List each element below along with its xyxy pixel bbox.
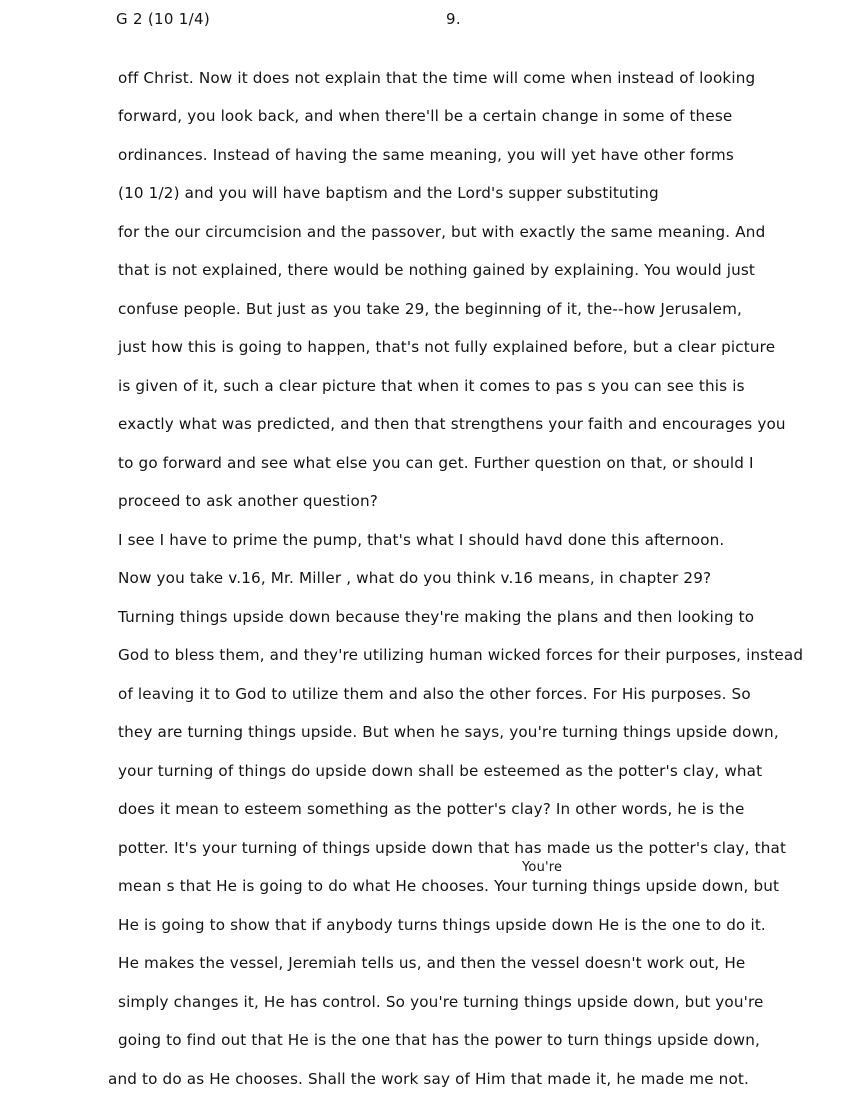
text-line-16: God to bless them, and they're utilizing human wicked forces for their purposes, instead: [118, 646, 804, 664]
text-line-2: forward, you look back, and when there'll be a certain change in some of these: [118, 107, 733, 125]
text-line-24: He makes the vessel, Jeremiah tells us, and then the vessel doesn't work out, He: [118, 954, 746, 972]
text-line-7: confuse people. But just as you take 29, the beginning of it, the--how Jerusalem,: [118, 300, 743, 318]
text-line-17: of leaving it to God to utilize them and also the other forces. For His purposes. So: [118, 685, 751, 703]
page-header: [116, 10, 849, 34]
text-line-4: (10 1/2) and you will have baptism and the Lord's supper substituting: [118, 184, 659, 202]
text-line-11: to go forward and see what else you can get. Further question on that, or should I: [118, 454, 754, 472]
text-line-8: just how this is going to happen, that's not fully explained before, but a clear picture: [118, 338, 776, 356]
text-line-23: He is going to show that if anybody turns things upside down He is the one to do it.: [118, 916, 766, 934]
text-line-15: Turning things upside down because they're making the plans and then looking to: [118, 608, 755, 626]
text-line-13: I see I have to prime the pump, that's what I should havd done this afternoon.: [118, 531, 725, 549]
page-number: 9.: [446, 10, 461, 28]
text-line-18: they are turning things upside. But when he says, you're turning things upside down,: [118, 723, 779, 741]
text-line-22: mean s that He is going to do what He chooses. Your turning things upside down, but: [118, 877, 780, 895]
text-line-9: is given of it, such a clear picture that when it comes to pas s you can see this is: [118, 377, 745, 395]
handwritten-insertion: You're: [522, 860, 563, 875]
document-code: G 2 (10 1/4): [116, 10, 211, 28]
text-line-1: off Christ. Now it does not explain that the time will come when instead of looking: [118, 69, 756, 87]
text-line-26: going to find out that He is the one that has the power to turn things upside down,: [118, 1031, 760, 1049]
text-line-14: Now you take v.16, Mr. Miller , what do you think v.16 means, in chapter 29?: [118, 569, 712, 587]
text-line-27: and to do as He chooses. Shall the work say of Him that made it, he made me not.: [108, 1070, 749, 1088]
text-line-12: proceed to ask another question?: [118, 492, 378, 510]
text-line-25: simply changes it, He has control. So you're turning things upside down, but you're: [118, 993, 764, 1011]
text-line-20: does it mean to esteem something as the potter's clay? In other words, he is the: [118, 800, 745, 818]
text-line-5: for the our circumcision and the passover, but with exactly the same meaning. And: [118, 223, 766, 241]
text-line-21: potter. It's your turning of things upside down that has made us the potter's clay, that: [118, 839, 787, 857]
text-line-10: exactly what was predicted, and then that strengthens your faith and encourages you: [118, 415, 786, 433]
text-line-3: ordinances. Instead of having the same meaning, you will yet have other forms: [118, 146, 734, 164]
text-line-19: your turning of things do upside down shall be esteemed as the potter's clay, what: [118, 762, 763, 780]
text-line-6: that is not explained, there would be nothing gained by explaining. You would just: [118, 261, 756, 279]
